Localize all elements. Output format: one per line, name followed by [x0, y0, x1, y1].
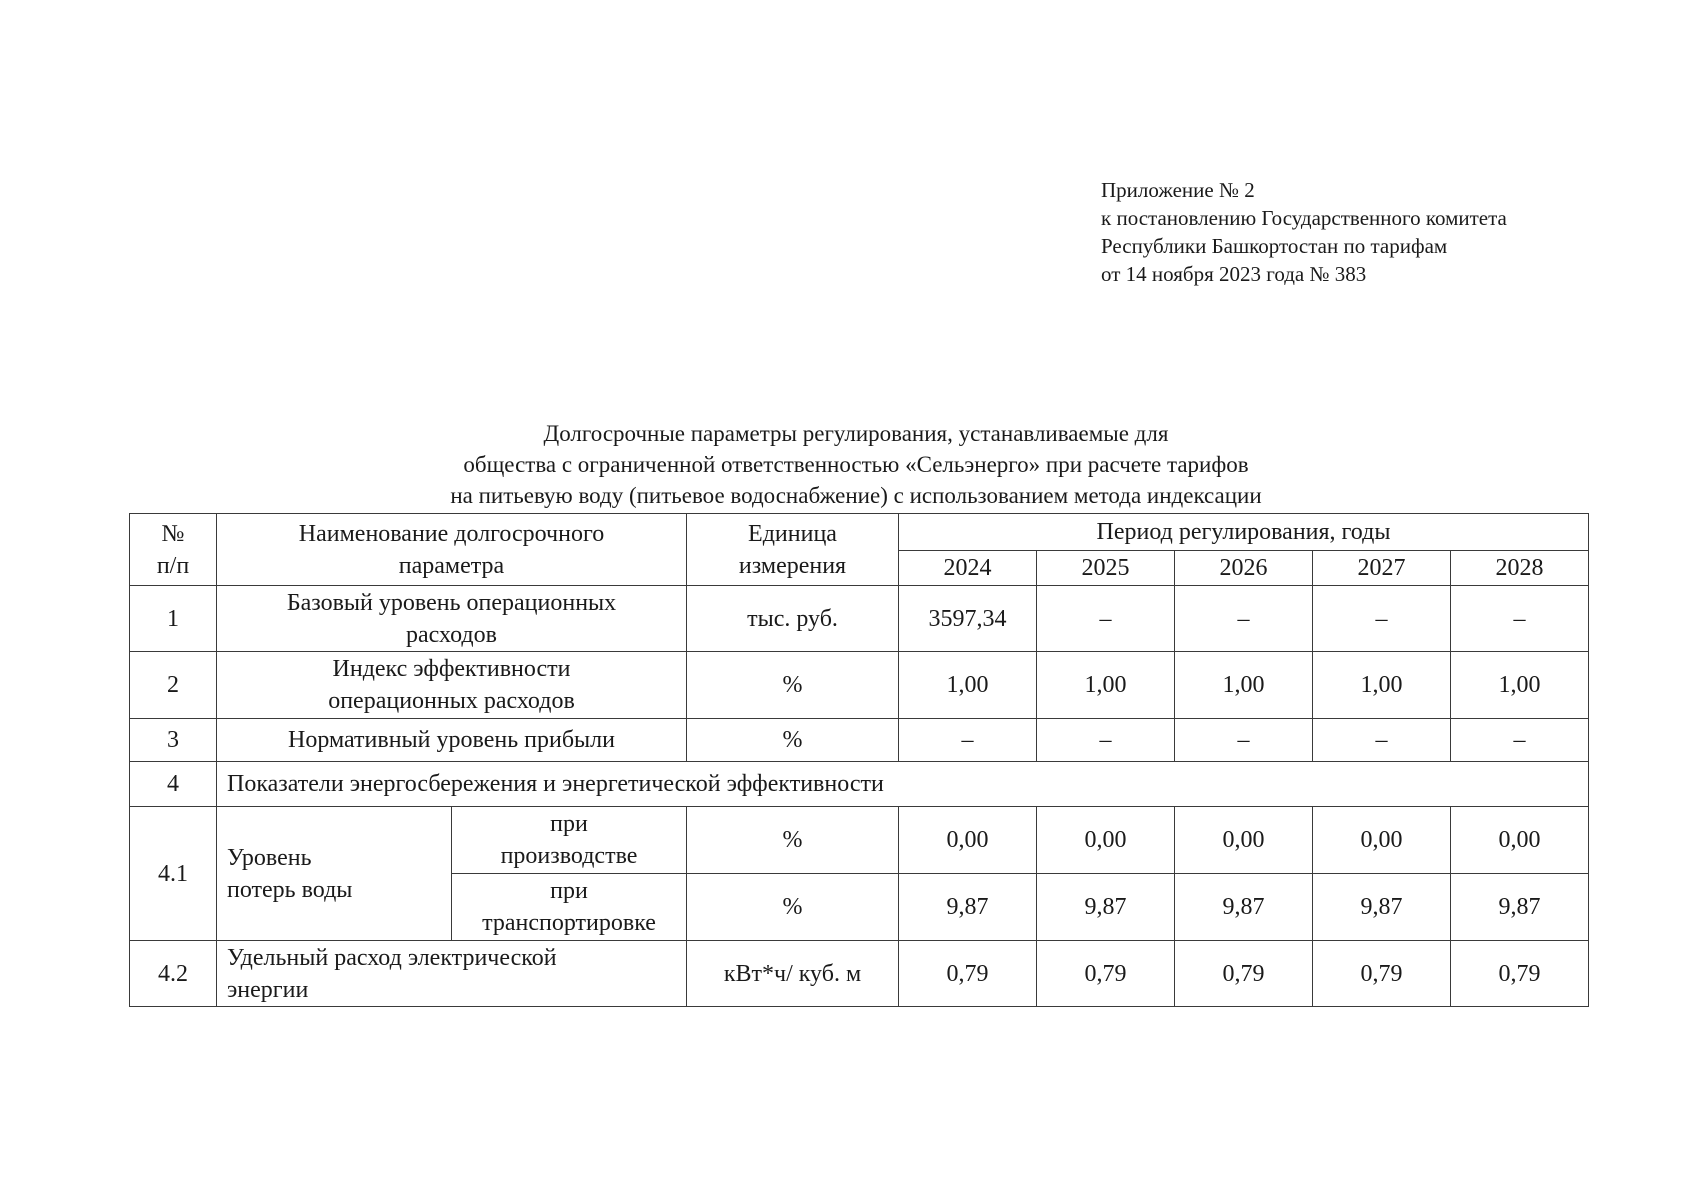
- row-num: 4.1: [130, 807, 217, 941]
- row-value: 1,00: [1175, 652, 1313, 719]
- row-unit: %: [687, 652, 899, 719]
- table-row: [130, 719, 1589, 762]
- row-unit: тыс. руб.: [687, 586, 899, 652]
- row-value: 1,00: [1037, 652, 1175, 719]
- row-name: Индекс эффективности операционных расходов: [217, 652, 687, 719]
- header-year: 2027: [1313, 551, 1451, 586]
- row-subname: при производстве: [452, 807, 687, 874]
- row-name: Базовый уровень операционных расходов: [217, 586, 687, 652]
- row-value: 0,00: [1037, 807, 1175, 874]
- row-value: 1,00: [1313, 652, 1451, 719]
- table-row: [130, 762, 1589, 807]
- row-num: 4.2: [130, 941, 217, 1007]
- row-num: 3: [130, 719, 217, 762]
- row-unit: %: [687, 719, 899, 762]
- header-year: 2024: [899, 551, 1037, 586]
- row-value: –: [1037, 586, 1175, 652]
- row-value: 0,00: [1451, 807, 1589, 874]
- row-value: 9,87: [899, 874, 1037, 941]
- table-row: [130, 652, 1589, 719]
- title-line: Долгосрочные параметры регулирования, устанавливаемые для: [543, 421, 1169, 446]
- row-name: Удельный расход электрической энергии: [217, 941, 687, 1007]
- header-num: № п/п: [130, 514, 217, 586]
- header-year: 2026: [1175, 551, 1313, 586]
- row-value: 1,00: [899, 652, 1037, 719]
- row-value: 9,87: [1313, 874, 1451, 941]
- row-value: –: [1451, 586, 1589, 652]
- row-value: –: [1175, 719, 1313, 762]
- table-row: [130, 941, 1589, 1007]
- row-num: 1: [130, 586, 217, 652]
- row-value: 9,87: [1037, 874, 1175, 941]
- row-unit: %: [687, 807, 899, 874]
- title-line: общества с ограниченной ответственностью «Сельэнерго» при расчете тарифов: [463, 452, 1249, 477]
- row-value: 0,00: [1175, 807, 1313, 874]
- row-num: 2: [130, 652, 217, 719]
- appendix-block: [1101, 176, 1507, 288]
- row-unit: %: [687, 874, 899, 941]
- row-value: 0,79: [1313, 941, 1451, 1007]
- appendix-line: Приложение № 2: [1101, 178, 1255, 202]
- row-value: 0,79: [1175, 941, 1313, 1007]
- row-value: –: [1175, 586, 1313, 652]
- section-heading: Показатели энергосбережения и энергетической эффективности: [217, 762, 1589, 807]
- row-value: 0,00: [1313, 807, 1451, 874]
- row-value: 1,00: [1451, 652, 1589, 719]
- row-value: –: [1451, 719, 1589, 762]
- row-value: 0,79: [1451, 941, 1589, 1007]
- table-row: [130, 807, 1589, 874]
- row-value: 0,79: [1037, 941, 1175, 1007]
- header-period: Период регулирования, годы: [899, 514, 1589, 551]
- row-num: 4: [130, 762, 217, 807]
- row-name: Нормативный уровень прибыли: [217, 719, 687, 762]
- appendix-line: Республики Башкортостан по тарифам: [1101, 234, 1448, 258]
- header-row: [130, 514, 1589, 551]
- title-line: на питьевую воду (питьевое водоснабжение) с использованием метода индексации: [450, 483, 1262, 508]
- document-title: [130, 418, 1582, 511]
- row-value: 0,79: [899, 941, 1037, 1007]
- header-year: 2025: [1037, 551, 1175, 586]
- row-value: –: [1037, 719, 1175, 762]
- table-row: [130, 586, 1589, 652]
- row-value: –: [1313, 586, 1451, 652]
- header-name: Наименование долгосрочного параметра: [217, 514, 687, 586]
- row-value: –: [1313, 719, 1451, 762]
- row-value: –: [899, 719, 1037, 762]
- row-value: 9,87: [1175, 874, 1313, 941]
- row-name: Уровень потерь воды: [217, 807, 452, 941]
- row-value: 9,87: [1451, 874, 1589, 941]
- parameters-table: [129, 513, 1589, 1007]
- row-unit: кВт*ч/ куб. м: [687, 941, 899, 1007]
- appendix-line: к постановлению Государственного комитета: [1101, 206, 1507, 230]
- header-unit: Единица измерения: [687, 514, 899, 586]
- row-value: 3597,34: [899, 586, 1037, 652]
- appendix-line: от 14 ноября 2023 года № 383: [1101, 262, 1367, 286]
- header-year: 2028: [1451, 551, 1589, 586]
- row-value: 0,00: [899, 807, 1037, 874]
- row-subname: при транспортировке: [452, 874, 687, 941]
